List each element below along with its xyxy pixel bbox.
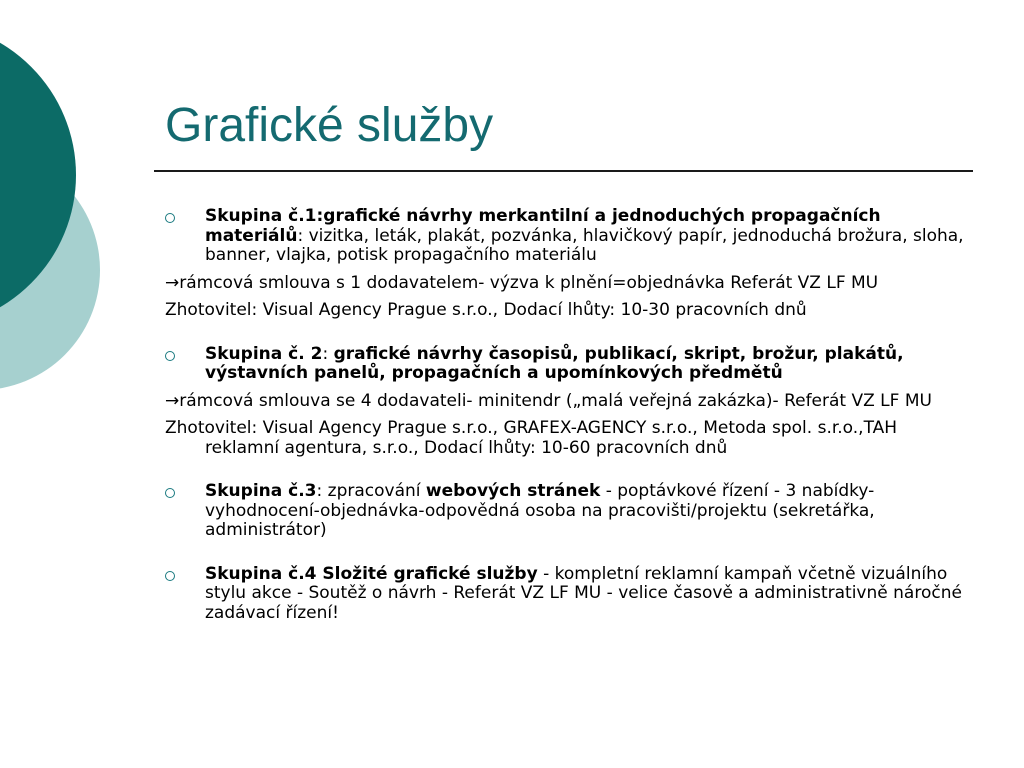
bullet-item-group-4 (165, 565, 965, 624)
title-divider (154, 170, 973, 172)
group-1-contract: →rámcová smlouva s 1 dodavatelem- výzva k plnění=objednávka Referát VZ LF MU (165, 272, 879, 293)
slide-title: Grafické služby (165, 99, 494, 152)
group-2-heading: Skupina č. 2 (205, 343, 323, 364)
bullet-item-group-3 (165, 482, 965, 541)
group-2-description: grafické návrhy časopisů, publikací, skript, brožur, plakátů, výstavních panelů, propagačních a upomínkových předmětů (205, 343, 904, 383)
group-2-contract: →rámcová smlouva se 4 dodavateli- minitendr („malá veřejná zakázka)- Referát VZ LF MU (165, 390, 932, 411)
hollow-circle-icon (165, 351, 175, 361)
group-3-text-2: - poptávkové řízení - 3 nabídky- vyhodnocení-objednávka-odpovědná osoba na pracovišti/projektu (sekretářka, administrátor) (205, 481, 875, 540)
hollow-circle-icon (165, 213, 175, 223)
bullet-item-group-2 (165, 345, 965, 384)
group-1-description: : vizitka, leták, plakát, pozvánka, hlavičkový papír, jednoduchá brožura, sloha, banner, vlajka, potisk propagačního materiálu (205, 225, 964, 265)
group-3-text-1: : zpracování (316, 481, 426, 501)
group-2-separator: : (322, 343, 334, 364)
group-1-heading: Skupina č.1:grafické návrhy merkantilní a jednoduchých propagačních materiálů (205, 206, 881, 246)
slide-body (165, 207, 965, 631)
group-2-supplier: Zhotovitel: Visual Agency Prague s.r.o., GRAFEX-AGENCY s.r.o., Metoda spol. s.r.o.,TAH reklamní agentura, s.r.o., Dodací lhůty: 10-60 pracovních dnů (165, 418, 898, 458)
hollow-circle-icon (165, 571, 175, 581)
hollow-circle-icon (165, 488, 175, 498)
group-3-heading: Skupina č.3 (205, 481, 317, 501)
group-3-web-pages: webových stránek (425, 481, 601, 501)
group-4-heading: Skupina č.4 Složité grafické služby (205, 563, 538, 584)
bullet-item-group-1 (165, 207, 965, 266)
group-4-description: - kompletní reklamní kampaň včetně vizuálního stylu akce - Soutěž o návrh - Referát VZ LF MU - velice časově a administrativně náročné zadávací řízení! (205, 563, 962, 623)
group-1-supplier: Zhotovitel: Visual Agency Prague s.r.o., Dodací lhůty: 10-30 pracovních dnů (165, 300, 807, 320)
